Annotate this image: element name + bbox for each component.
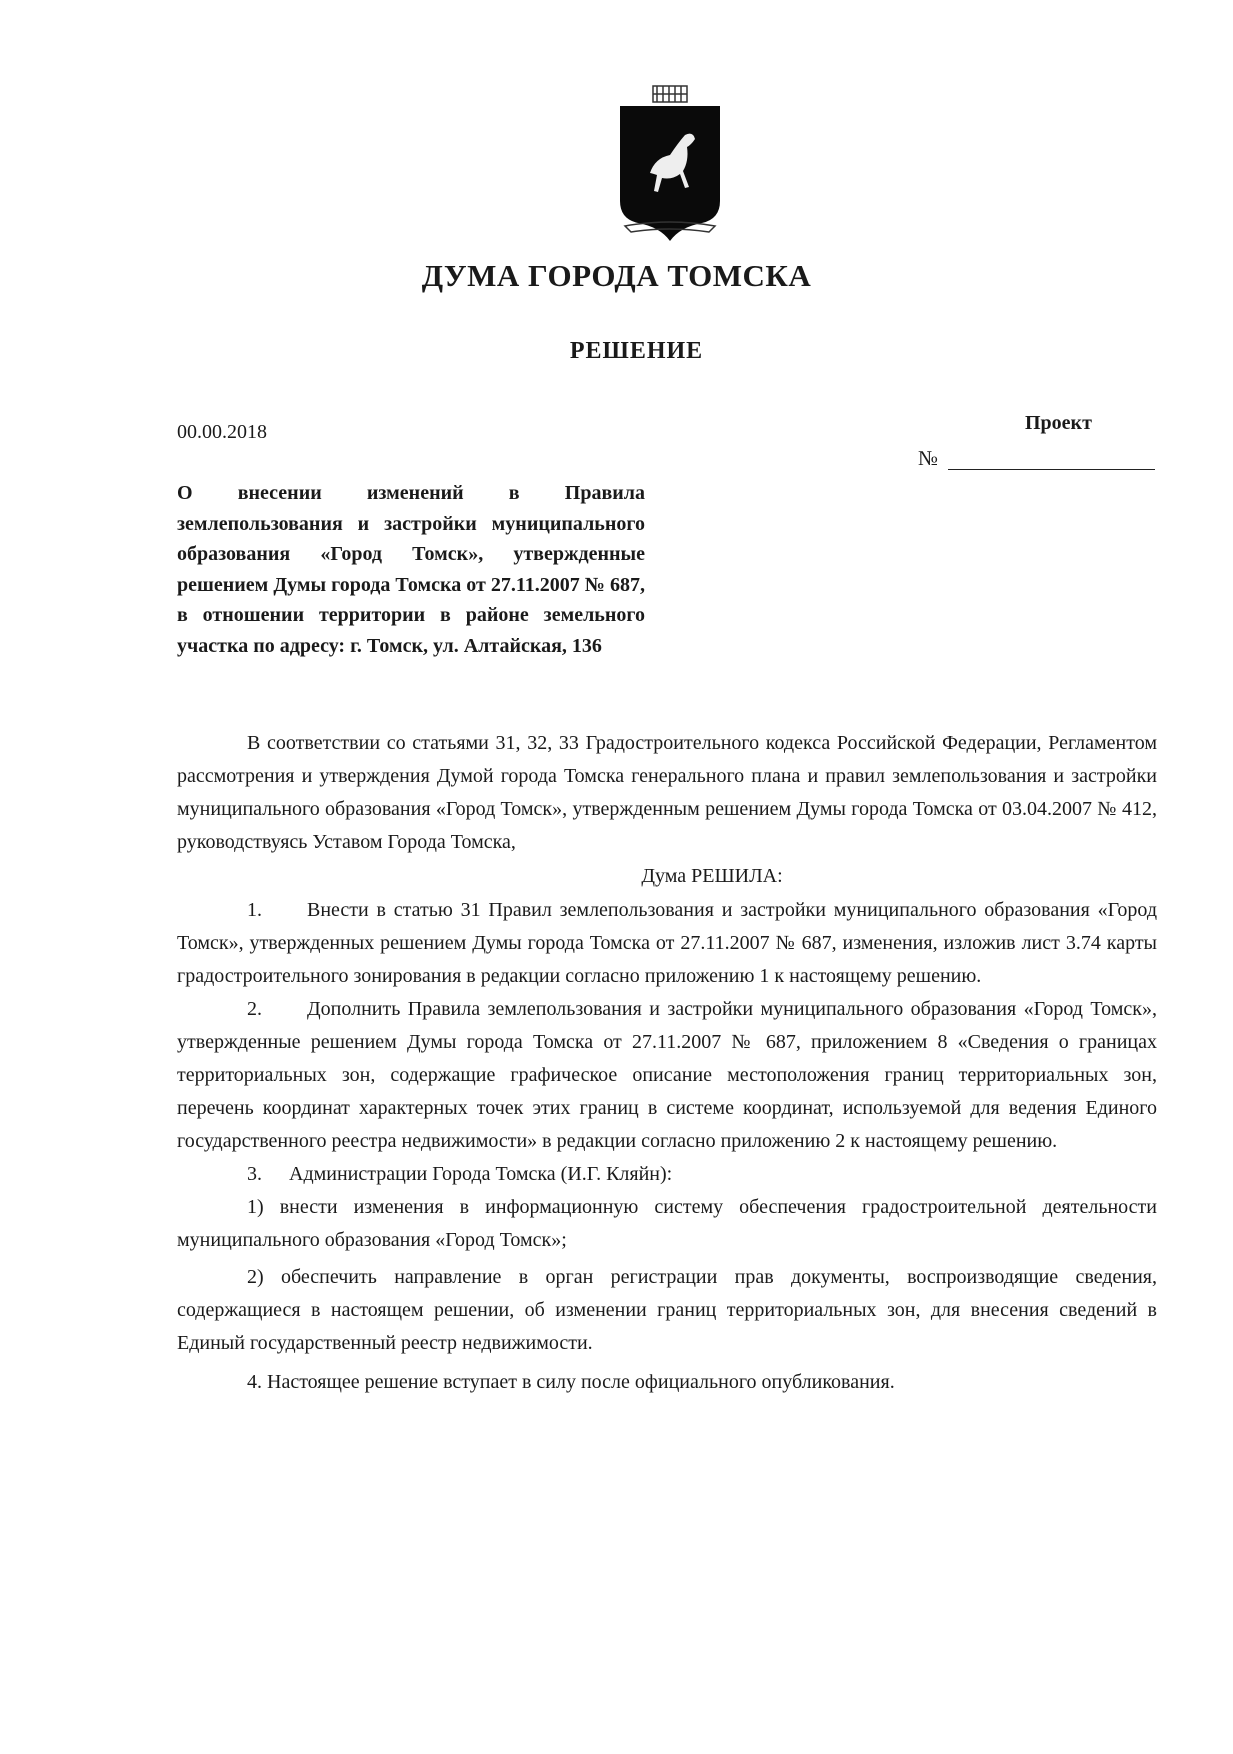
item-number: 1. — [247, 899, 262, 921]
item-text: Дополнить Правила землепользования и застройки муниципального образования «Город Томск», утвержденные решением Думы города Томска от 27.11.2007 № 687, приложением 8 «Сведения о границах территориальных зон, содержащие графическое описание местоположения границ территориальных зон, перечень координат характерных точек этих границ в системе координат, используемой для ведения Единого государственного реестра недвижимости» в редакции согласно приложению 2 к настоящему решению. — [177, 998, 1157, 1152]
item-2 — [177, 993, 1157, 1158]
item-text: Внести в статью 31 Правил землепользования и застройки муниципального образования «Город Томск», утвержденных решением Думы города Томска от 27.11.2007 № 687, изменения, изложив лист 3.74 карты градостроительного зонирования в редакции согласно приложению 1 к настоящему решению. — [177, 899, 1157, 987]
document-body — [177, 727, 1157, 1399]
item-number: 2. — [247, 998, 262, 1020]
subitem-1: 1) внести изменения в информационную систему обеспечения градостроительной деятельности муниципального образования «Город Томск»; — [177, 1196, 1157, 1251]
item-text: Администрации Города Томска (И.Г. Кляйн): — [289, 1163, 673, 1185]
document-subject: О внесении изменений в Правила землепользования и застройки муниципального образования «Город Томск», утвержденные решением Думы города Томска от 27.11.2007 № 687, в отношении территории в районе земельного участка по адресу: г. Томск, ул. Алтайская, 136 — [177, 482, 645, 657]
draft-status: Проект — [1025, 412, 1092, 434]
document-type: РЕШЕНИЕ — [569, 338, 704, 364]
item-3 — [177, 1158, 1157, 1191]
city-coat-of-arms — [605, 78, 735, 253]
number-label: № — [918, 446, 939, 470]
item-4: 4. Настоящее решение вступает в силу после официального опубликования. — [247, 1371, 895, 1393]
item-number: 3. — [247, 1163, 262, 1185]
document-date: 00.00.2018 — [177, 421, 267, 443]
number-blank-line — [948, 469, 1155, 470]
subitem-2: 2) обеспечить направление в орган регистрации прав документы, воспроизводящие сведения, содержащиеся в настоящем решении, об изменении границ территориальных зон, для внесения сведений в Единый государственный реестр недвижимости. — [177, 1266, 1157, 1354]
item-1 — [177, 894, 1157, 993]
council-name: ДУМА ГОРОДА ТОМСКА — [421, 258, 812, 293]
preamble: В соответствии со статьями 31, 32, 33 Градостроительного кодекса Российской Федерации, Регламентом рассмотрения и утверждения Думой города Томска генерального плана и правил землепользования и застройки муниципального образования «Город Томск», утвержденным решением Думы города Томска от 03.04.2007 № 412, руководствуясь Уставом Города Томска, — [177, 732, 1157, 853]
resolved-heading: Дума РЕШИЛА: — [641, 865, 783, 887]
